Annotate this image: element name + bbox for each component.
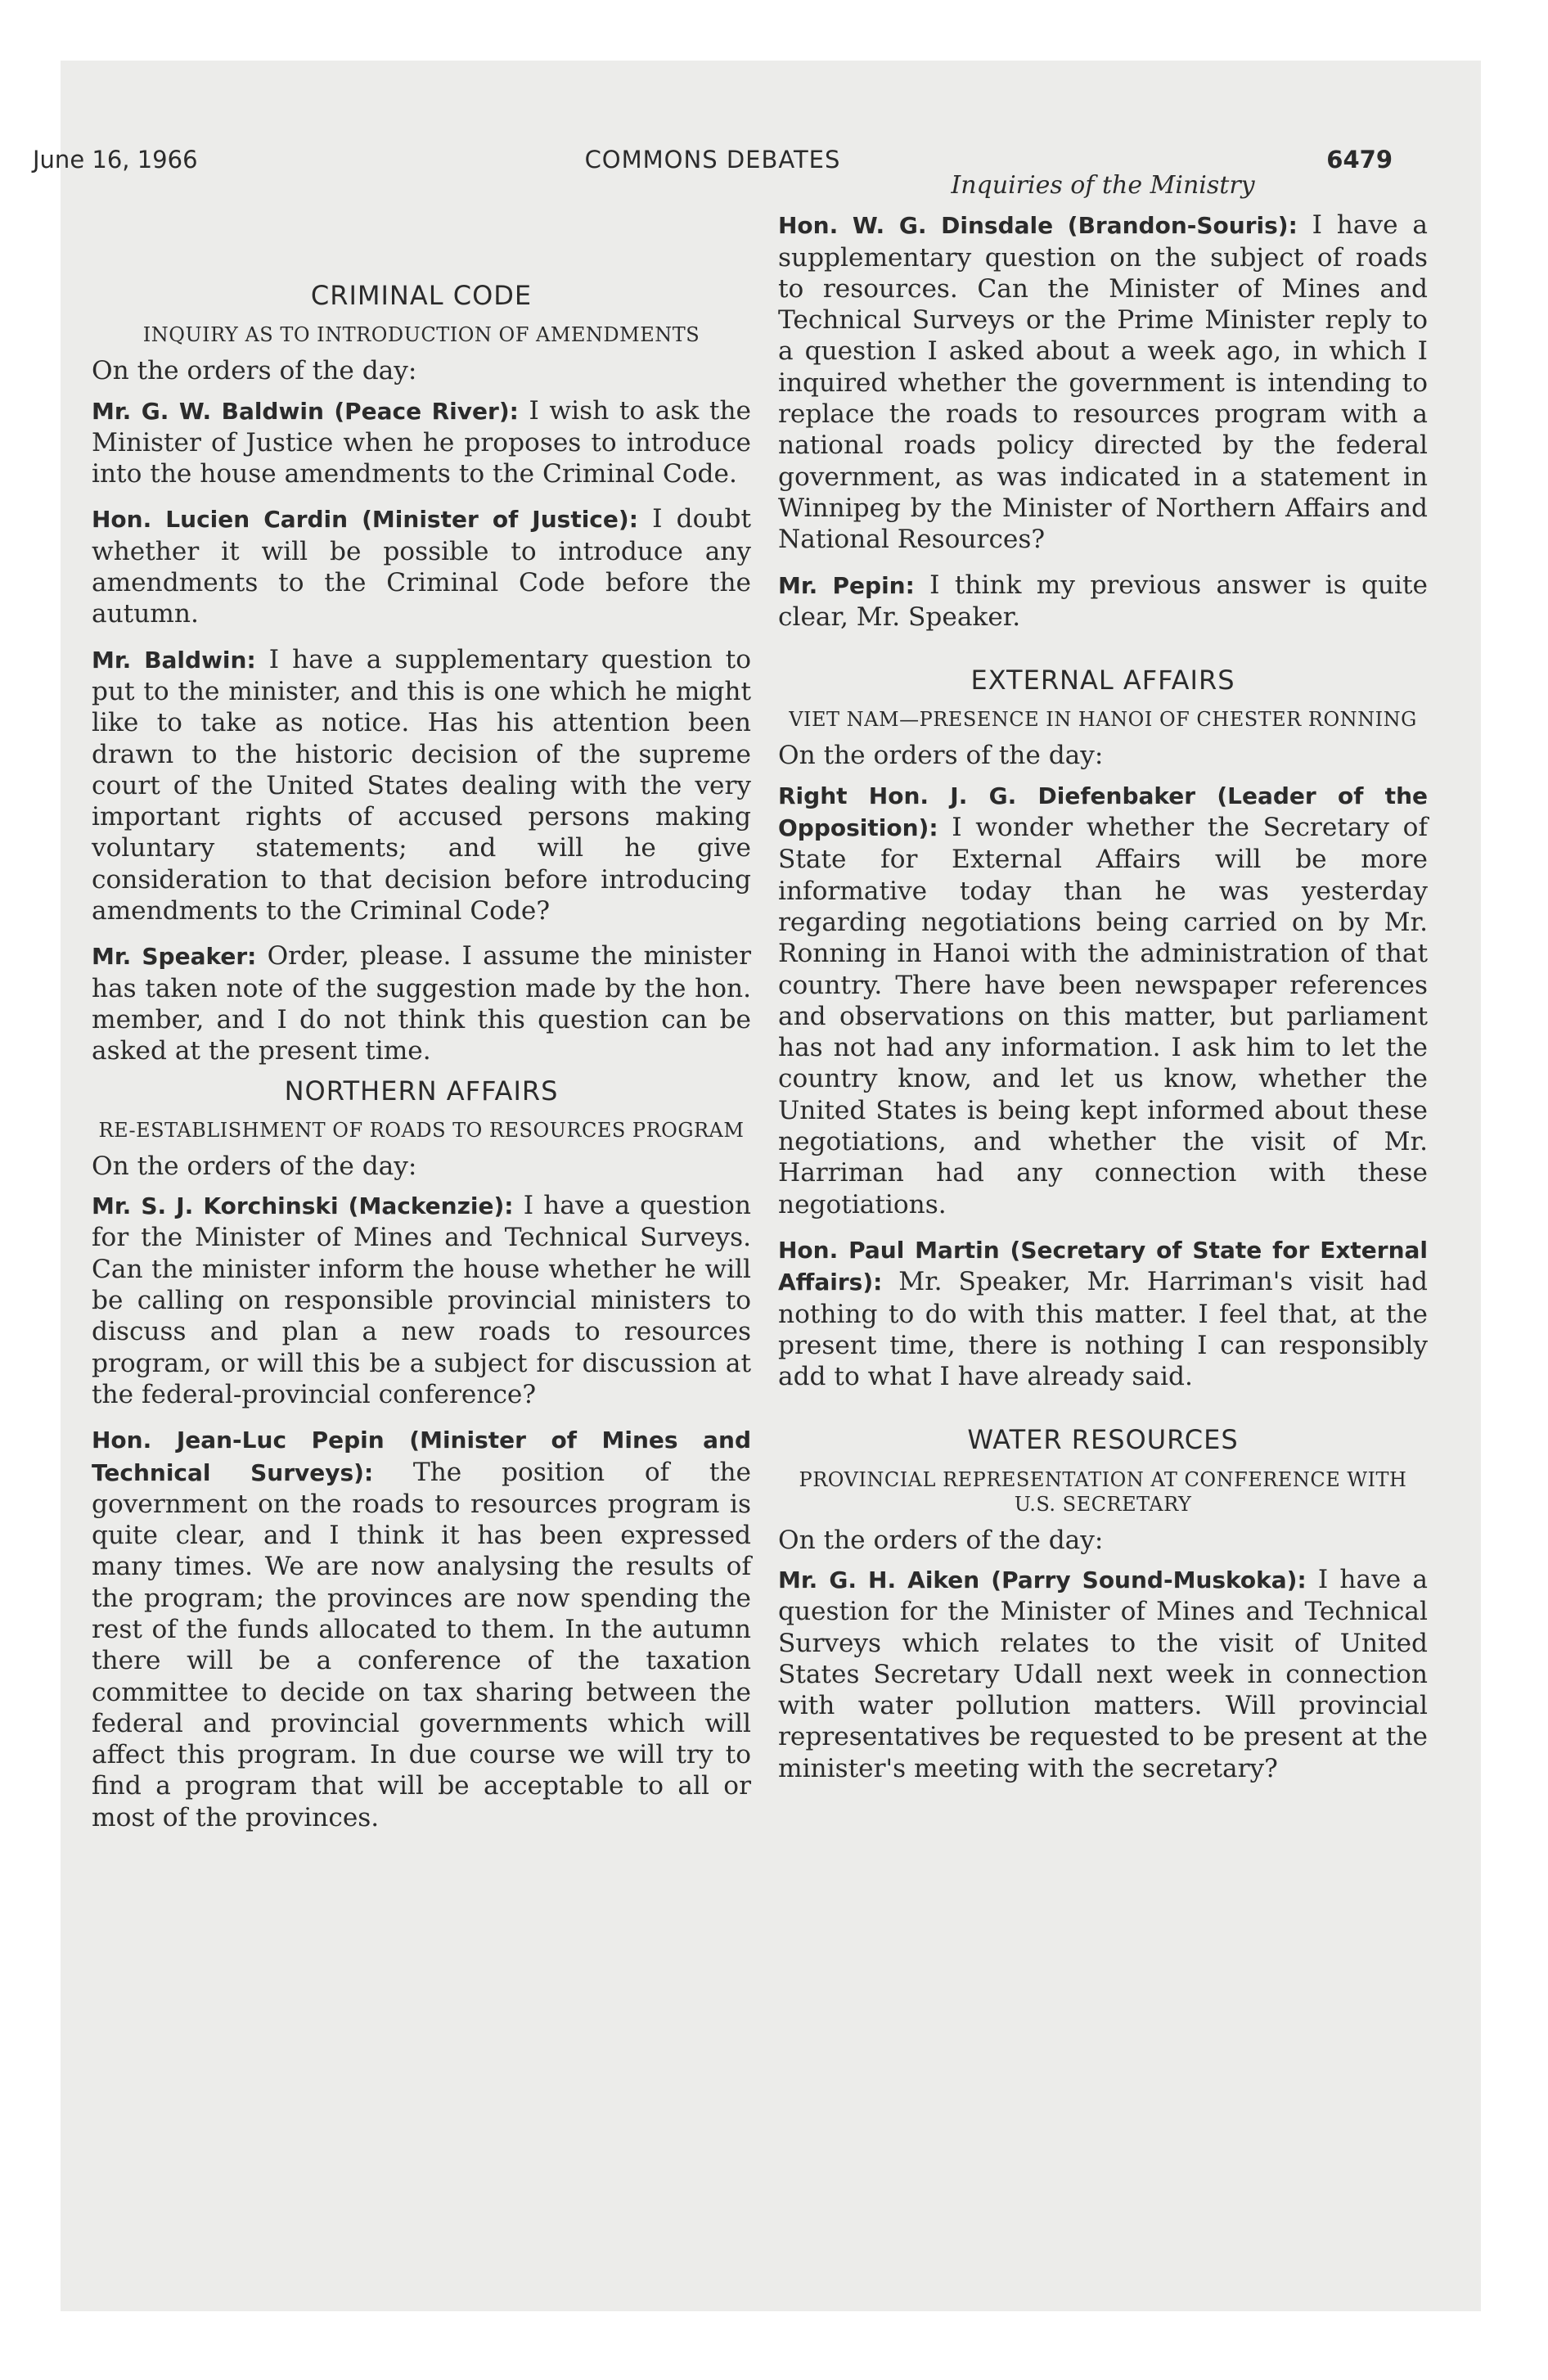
speaker-name: Right Hon. J. G. Diefenbaker (Leader of the Opposition): <box>778 782 1428 842</box>
header-publication: COMMONS DEBATES <box>584 146 841 174</box>
section-title-water-resources: WATER RESOURCES <box>967 1424 1239 1456</box>
speech-text: I doubt whether it will be possible to introduce any amendments to the Criminal Code before the autumn. <box>92 504 751 629</box>
subhead-northern-affairs: RE-ESTABLISHMENT OF ROADS TO RESOURCES PROGRAM <box>98 1118 745 1142</box>
speech-text: Order, please. I assume the minister has taken note of the suggestion made by the hon. member, and I do not think this question can be asked at the present time. <box>92 941 751 1066</box>
speech-text: I wonder whether the Secretary of State for External Affairs will be more informative today than he was yesterday regarding negotiations being carried on by Mr. Ronning in Hanoi with the administration of that country. There have been newspaper references and observations on this matter, but parliament has not had any information. I ask him to let the country know, and let us know, whether the United States is being kept informed about these negotiations, and whether the visit of Mr. Harriman had any connection with these negotiations. <box>778 813 1428 1219</box>
speech-text: I wish to ask the Minister of Justice when he proposes to introduce into the house amendments to the Criminal Code. <box>92 395 751 489</box>
speaker-name: Mr. Baldwin: <box>92 646 256 674</box>
speaker-name: Mr. Pepin: <box>778 571 915 599</box>
speaker-name: Mr. G. H. Aiken (Parry Sound-Muskoka): <box>778 1566 1307 1593</box>
subhead-external-affairs: VIET NAM—PRESENCE IN HANOI OF CHESTER RONNING <box>789 708 1417 732</box>
speech-text: Mr. Speaker, Mr. Harriman's visit had nothing to do with this matter. I feel that, at the present time, there is nothing I can responsibly add to what I have already said. <box>778 1267 1428 1392</box>
left-column <box>92 185 751 1847</box>
speaker-name: Mr. S. J. Korchinski (Mackenzie): <box>92 1192 514 1220</box>
speech-paragraph <box>778 1234 1428 1392</box>
right-column <box>778 171 1428 1798</box>
speech-text: I have a supplementary question on the subject of roads to resources. Can the Minister of Mines and Technical Surveys or the Prime Minister reply to a question I asked about a week ago, in which I inquired whether the government is intending to replace the roads to resources program with a national roads policy directed by the federal government, as was indicated in a statement in Winnipeg by the Minister of Northern Affairs and National Resources? <box>778 210 1428 555</box>
speech-paragraph <box>92 395 751 490</box>
speech-text: I have a question for the Minister of Mines and Technical Surveys which relates to the visit of United States Secretary Udall next week in connection with water pollution matters. Will provincial representatives be requested to be present at the minister's meeting with the secretary? <box>778 1564 1428 1783</box>
speech-paragraph <box>92 940 751 1066</box>
orders-of-day: On the orders of the day: <box>92 356 417 386</box>
speech-paragraph <box>92 1190 751 1410</box>
speaker-name: Mr. G. W. Baldwin (Peace River): <box>92 397 519 425</box>
section-title-external-affairs: EXTERNAL AFFAIRS <box>970 665 1235 696</box>
speech-paragraph <box>92 1424 751 1833</box>
speech-text: I have a supplementary question to put to the minister, and this is one which he might like to take as notice. Has his attention been drawn to the historic decision of the supreme court of the United States dealing with the very important rights of accused persons making voluntary statements; and will he give consideration to that decision before introducing amendments to the Criminal Code? <box>92 644 751 926</box>
speech-paragraph <box>778 570 1428 633</box>
orders-of-day: On the orders of the day: <box>778 1525 1104 1555</box>
speech-text: I have a question for the Minister of Mines and Technical Surveys. Can the minister inform the house whether he will be calling on responsible provincial ministers to discuss and plan a new roads to resources program, or will this be a subject for discussion at the federal-provincial conference? <box>92 1191 751 1409</box>
speech-paragraph <box>778 1564 1428 1784</box>
subhead-criminal-code: INQUIRY AS TO INTRODUCTION OF AMENDMENTS <box>142 323 700 347</box>
subhead-water-resources: PROVINCIAL REPRESENTATION AT CONFERENCE WITH U.S. SECRETARY <box>799 1467 1407 1516</box>
running-head: Inquiries of the Ministry <box>951 171 1255 200</box>
speaker-name: Mr. Speaker: <box>92 943 257 971</box>
speech-paragraph <box>778 210 1428 555</box>
section-title-northern-affairs: NORTHERN AFFAIRS <box>284 1075 559 1107</box>
header-page-number: 6479 <box>1326 146 1393 174</box>
section-title-criminal-code: CRIMINAL CODE <box>310 280 533 311</box>
header-date: June 16, 1966 <box>33 146 198 174</box>
speaker-name: Hon. Lucien Cardin (Minister of Justice): <box>92 506 638 534</box>
orders-of-day: On the orders of the day: <box>92 1151 417 1181</box>
speaker-name: Hon. Paul Martin (Secretary of State for External Affairs): <box>778 1236 1428 1296</box>
speech-paragraph <box>92 503 751 629</box>
orders-of-day: On the orders of the day: <box>778 741 1104 771</box>
speaker-name: Hon. Jean-Luc Pepin (Minister of Mines and Technical Surveys): <box>92 1427 751 1486</box>
speech-text: I think my previous answer is quite clear, Mr. Speaker. <box>778 570 1428 632</box>
speaker-name: Hon. W. G. Dinsdale (Brandon-Souris): <box>778 212 1298 240</box>
speech-paragraph <box>92 644 751 927</box>
speech-text: The position of the government on the roads to resources program is quite clear, and I think it has been expressed many times. We are now analysing the results of the program; the provinces are now spending the rest of the funds allocated to them. In the autumn there will be a conference of the taxation committee to decide on tax sharing between the federal and provincial governments which will affect this program. In due course we will try to find a program that will be acceptable to all or most of the provinces. <box>92 1457 751 1832</box>
speech-paragraph <box>778 780 1428 1220</box>
